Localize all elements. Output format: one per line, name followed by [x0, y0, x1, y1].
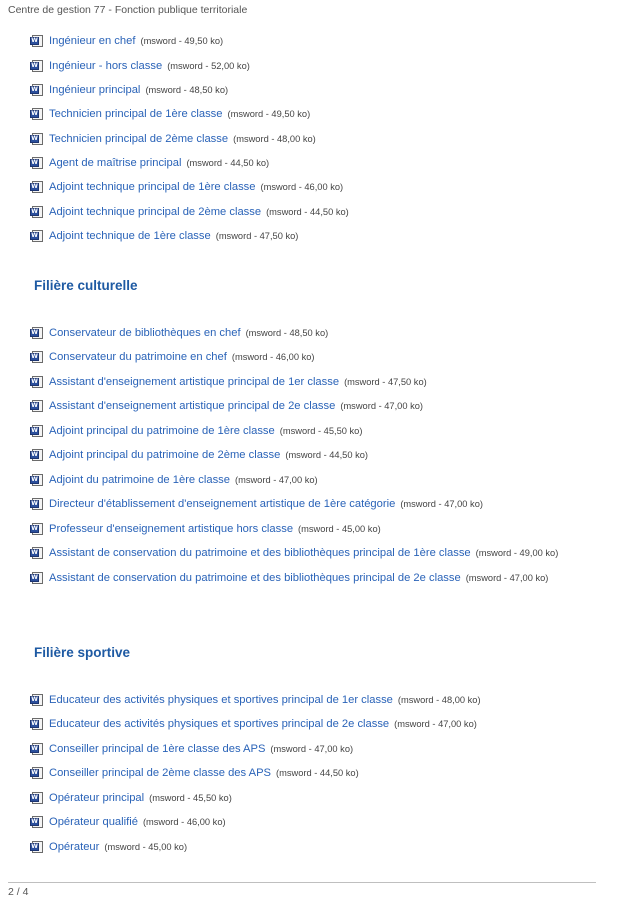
list-item [30, 130, 316, 148]
document-link[interactable]: Opérateur [49, 841, 100, 853]
file-meta: (msword - 44,50 ko) [186, 158, 270, 168]
list-item [30, 495, 483, 513]
file-meta: (msword - 47,00 ko) [394, 719, 477, 729]
list-item [30, 32, 223, 50]
list-item [30, 520, 381, 538]
file-meta: (msword - 45,50 ko) [149, 793, 232, 803]
word-document-icon: W [30, 399, 44, 413]
file-meta: (msword - 46,00 ko) [142, 817, 226, 827]
document-link[interactable]: Adjoint technique principal de 2ème classe [49, 206, 262, 218]
file-meta: (msword - 48,50 ko) [245, 328, 329, 338]
word-document-icon: W [30, 546, 44, 560]
file-meta: (msword - 45,50 ko) [279, 426, 363, 436]
file-meta: (msword - 47,50 ko) [215, 231, 299, 241]
list-item [30, 105, 310, 123]
word-document-icon: W [30, 424, 44, 438]
document-link[interactable]: Assistant d'enseignement artistique principal de 1er classe [49, 376, 340, 388]
document-link[interactable]: Assistant d'enseignement artistique principal de 2e classe [49, 400, 336, 412]
file-meta: (msword - 47,00 ko) [340, 401, 424, 411]
document-link[interactable]: Assistant de conservation du patrimoine et des bibliothèques principal de 2e classe [49, 572, 461, 584]
document-link[interactable]: Technicien principal de 2ème classe [49, 133, 229, 145]
file-meta: (msword - 45,00 ko) [298, 524, 381, 534]
list-item [30, 348, 315, 366]
section-title-culturelle: Filière culturelle [34, 278, 138, 293]
word-document-icon: W [30, 742, 44, 756]
document-link[interactable]: Ingénieur - hors classe [49, 60, 163, 72]
document-link[interactable]: Ingénieur principal [49, 84, 141, 96]
list-item [30, 471, 318, 489]
word-document-icon: W [30, 448, 44, 462]
section-title-sportive: Filière sportive [34, 645, 131, 660]
list-item [30, 203, 349, 221]
document-link[interactable]: Adjoint principal du patrimoine de 1ère classe [49, 425, 275, 437]
file-meta: (msword - 46,00 ko) [260, 182, 344, 192]
word-document-icon: W [30, 180, 44, 194]
page-header: Centre de gestion 77 - Fonction publique territoriale [8, 4, 248, 16]
list-item [30, 373, 427, 391]
file-meta: (msword - 47,00 ko) [234, 475, 318, 485]
document-link[interactable]: Agent de maîtrise principal [49, 157, 182, 169]
list-item [30, 838, 187, 856]
list-item [30, 691, 481, 709]
file-meta: (msword - 45,00 ko) [104, 842, 188, 852]
file-meta: (msword - 47,00 ko) [270, 744, 354, 754]
word-document-icon: W [30, 132, 44, 146]
file-meta: (msword - 48,00 ko) [233, 134, 316, 144]
word-document-icon: W [30, 83, 44, 97]
list-item [30, 154, 269, 172]
file-meta: (msword - 48,00 ko) [397, 695, 481, 705]
word-document-icon: W [30, 522, 44, 536]
document-link[interactable]: Professeur d'enseignement artistique hors classe [49, 523, 294, 535]
file-meta: (msword - 44,50 ko) [285, 450, 369, 460]
page-number: 2 / 4 [8, 886, 29, 898]
word-document-icon: W [30, 375, 44, 389]
document-link[interactable]: Adjoint technique principal de 1ère classe [49, 181, 256, 193]
list-item [30, 324, 328, 342]
list-item [30, 397, 423, 415]
document-link[interactable]: Adjoint technique de 1ère classe [49, 230, 211, 242]
word-document-icon: W [30, 350, 44, 364]
footer-divider [8, 882, 596, 883]
word-document-icon: W [30, 791, 44, 805]
word-document-icon: W [30, 766, 44, 780]
file-meta: (msword - 44,50 ko) [266, 207, 349, 217]
document-link[interactable]: Adjoint principal du patrimoine de 2ème classe [49, 449, 281, 461]
word-document-icon: W [30, 571, 44, 585]
list-item [30, 227, 298, 245]
list-item [30, 789, 232, 807]
file-meta: (msword - 46,00 ko) [231, 352, 315, 362]
file-meta: (msword - 47,00 ko) [400, 499, 483, 509]
list-item [30, 764, 359, 782]
document-link[interactable]: Conseiller principal de 1ère classe des APS [49, 743, 266, 755]
file-meta: (msword - 47,00 ko) [465, 573, 549, 583]
file-meta: (msword - 49,50 ko) [227, 109, 311, 119]
word-document-icon: W [30, 815, 44, 829]
word-document-icon: W [30, 693, 44, 707]
document-link[interactable]: Conservateur de bibliothèques en chef [49, 327, 241, 339]
document-link[interactable]: Assistant de conservation du patrimoine et des bibliothèques principal de 1ère classe [49, 547, 471, 559]
word-document-icon: W [30, 473, 44, 487]
list-item [30, 740, 353, 758]
word-document-icon: W [30, 34, 44, 48]
word-document-icon: W [30, 229, 44, 243]
file-meta: (msword - 52,00 ko) [167, 61, 250, 71]
list-item [30, 813, 226, 831]
file-meta: (msword - 49,50 ko) [140, 36, 224, 46]
list-item [30, 569, 548, 587]
list-item [30, 422, 362, 440]
word-document-icon: W [30, 497, 44, 511]
document-link[interactable]: Directeur d'établissement d'enseignement artistique de 1ère catégorie [49, 498, 396, 510]
document-link[interactable]: Educateur des activités physiques et sportives principal de 2e classe [49, 718, 390, 730]
word-document-icon: W [30, 107, 44, 121]
file-meta: (msword - 49,00 ko) [475, 548, 559, 558]
document-link[interactable]: Opérateur principal [49, 792, 145, 804]
document-link[interactable]: Ingénieur en chef [49, 35, 136, 47]
document-link[interactable]: Conseiller principal de 2ème classe des APS [49, 767, 272, 779]
file-meta: (msword - 48,50 ko) [145, 85, 229, 95]
document-link[interactable]: Conservateur du patrimoine en chef [49, 351, 227, 363]
document-link[interactable]: Adjoint du patrimoine de 1ère classe [49, 474, 230, 486]
document-link[interactable]: Opérateur qualifié [49, 816, 138, 828]
document-link[interactable]: Educateur des activités physiques et sportives principal de 1er classe [49, 694, 393, 706]
document-link[interactable]: Technicien principal de 1ère classe [49, 108, 223, 120]
list-item [30, 544, 558, 562]
word-document-icon: W [30, 59, 44, 73]
word-document-icon: W [30, 156, 44, 170]
file-meta: (msword - 44,50 ko) [276, 768, 359, 778]
list-item [30, 446, 368, 464]
word-document-icon: W [30, 840, 44, 854]
word-document-icon: W [30, 205, 44, 219]
list-item [30, 715, 477, 733]
list-item [30, 57, 250, 75]
list-item [30, 178, 343, 196]
list-item [30, 81, 228, 99]
word-document-icon: W [30, 717, 44, 731]
word-document-icon: W [30, 326, 44, 340]
file-meta: (msword - 47,50 ko) [344, 377, 427, 387]
